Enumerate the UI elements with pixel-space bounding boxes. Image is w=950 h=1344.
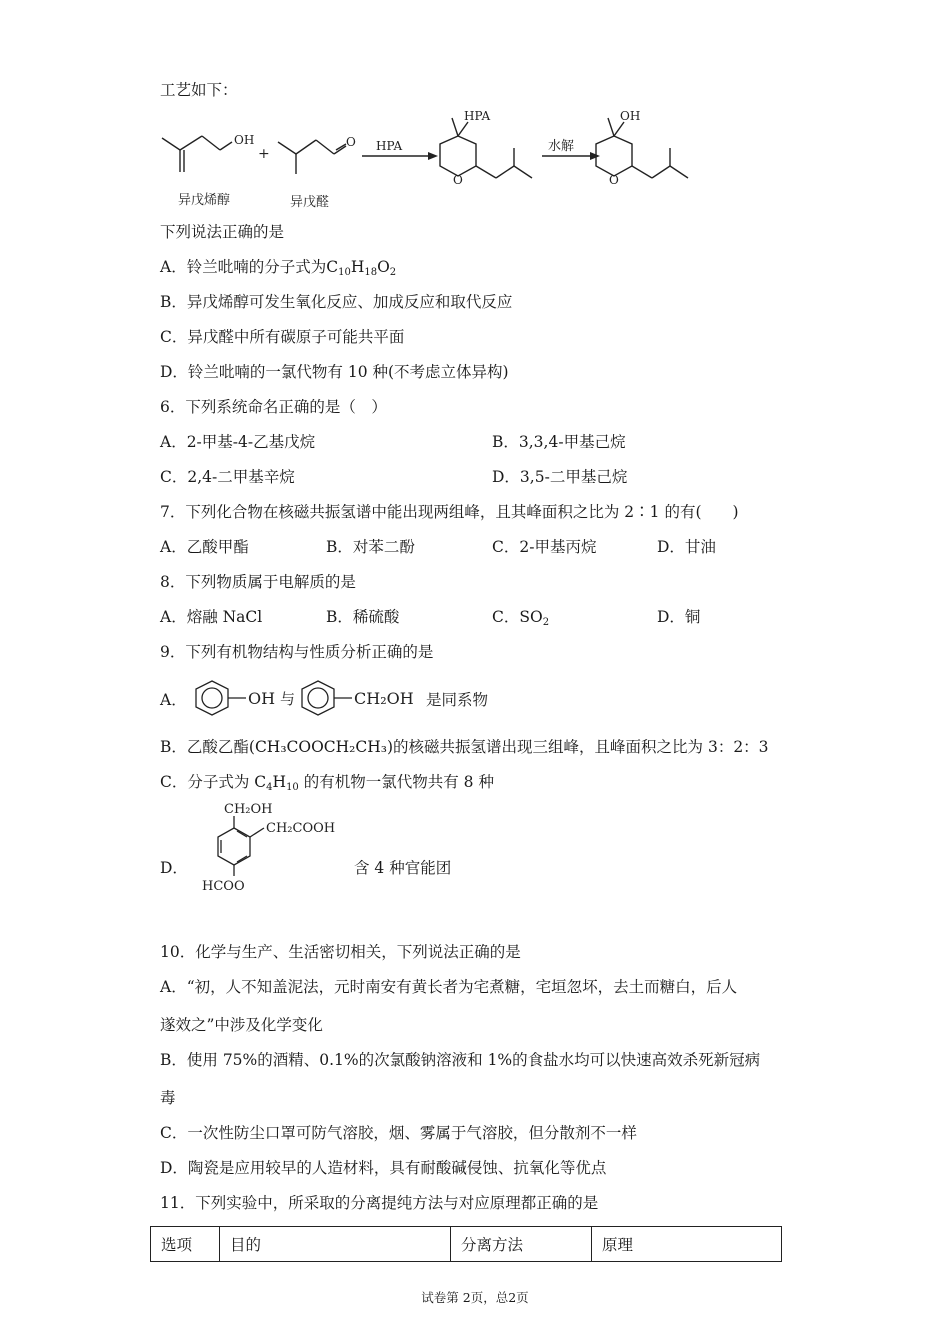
q10-option-a-line1: A．“初，人不知盖泥法，元时南安有黄长者为宅煮糖，宅垣忽坏，去土而糖白，后人 bbox=[160, 978, 738, 996]
q7-option-c: C．2-甲基丙烷 bbox=[492, 538, 597, 556]
pyran1-hpa-text: HPA bbox=[464, 109, 491, 123]
intro-text: 工艺如下： bbox=[160, 81, 238, 99]
q7-option-d: D．甘油 bbox=[657, 538, 716, 556]
q8-option-a: A．熔融 NaCl bbox=[160, 608, 263, 626]
phenol-oh-text: OH bbox=[248, 689, 276, 708]
d-hcoo-text: HCOO bbox=[202, 879, 245, 894]
d-ch2oh-text: CH₂OH bbox=[224, 802, 273, 817]
q8-option-c: C．$SO_2$ bbox=[492, 608, 550, 628]
q11-table bbox=[150, 1226, 782, 1262]
header-option: 选项 bbox=[151, 1227, 220, 1262]
q11-stem: 11．下列实验中，所采取的分离提纯方法与对应原理都正确的是 bbox=[160, 1194, 599, 1212]
q10-option-b-line2: 毒 bbox=[160, 1089, 176, 1107]
table-header-row bbox=[151, 1227, 782, 1262]
q5-option-a: A．铃兰吡喃的分子式为$C_{10}H_{18}O_2$ bbox=[160, 258, 397, 278]
q7-stem: 7．下列化合物在核磁共振氢谱中能出现两组峰，且其峰面积之比为 2∶1 的有( ) bbox=[160, 503, 739, 521]
header-purpose: 目的 bbox=[220, 1227, 451, 1262]
q6-option-a: A．2-甲基-4-乙基戊烷 bbox=[160, 433, 316, 451]
pyran2-oh-text: OH bbox=[620, 109, 641, 123]
q7-option-a: A．乙酸甲酯 bbox=[160, 538, 249, 556]
and-text: 与 bbox=[280, 690, 296, 708]
q9-option-a-label: A． bbox=[160, 691, 187, 709]
header-principle: 原理 bbox=[592, 1227, 782, 1262]
q9-option-b: B．乙酸乙酯(CH₃COOCH₂CH₃)的核磁共振氢谱出现三组峰，且峰面积之比为 3：2：3 bbox=[160, 738, 769, 756]
q10-stem: 10．化学与生产、生活密切相关，下列说法正确的是 bbox=[160, 943, 521, 961]
isoprenol-oh-text: OH bbox=[234, 133, 255, 147]
q6-option-c: C．2,4-二甲基辛烷 bbox=[160, 468, 295, 486]
q6-option-b: B．3,3,4-甲基己烷 bbox=[492, 433, 626, 451]
pyran1-o-text: O bbox=[453, 173, 463, 187]
q6-option-d: D．3,5-二甲基己烷 bbox=[492, 468, 628, 486]
benzyl-ch2oh-text: CH₂OH bbox=[354, 689, 414, 708]
q10-option-b-line1: B．使用 75%的酒精、0.1%的次氯酸钠溶液和 1%的食盐水均可以快速高效杀死新冠病 bbox=[160, 1051, 761, 1069]
page-footer: 试卷第 2页，总2页 bbox=[421, 1290, 529, 1305]
q5-stem: 下列说法正确的是 bbox=[160, 223, 285, 241]
header-method: 分离方法 bbox=[451, 1227, 592, 1262]
label-isovaleraldehyde: 异戊醛 bbox=[290, 195, 330, 210]
q10-option-a-line2: 遂效之”中涉及化学变化 bbox=[160, 1016, 323, 1034]
plus-sign: + bbox=[258, 146, 270, 162]
d-ch2cooh-text: CH₂COOH bbox=[266, 821, 336, 836]
q5-option-d: D．铃兰吡喃的一氯代物有 10 种(不考虑立体异构) bbox=[160, 363, 509, 381]
arrow2-label: 水解 bbox=[548, 139, 575, 154]
q5-option-c: C．异戊醛中所有碳原子可能共平面 bbox=[160, 328, 405, 346]
q9-option-d-structure bbox=[194, 800, 344, 900]
q6-stem: 6．下列系统命名正确的是（ ） bbox=[160, 398, 387, 416]
q9-option-c: C．分子式为 $C_4H_{10}$ 的有机物一氯代物共有 8 种 bbox=[160, 773, 494, 793]
homolog-tail-text: 是同系物 bbox=[426, 691, 489, 709]
reaction-scheme bbox=[150, 108, 710, 216]
arrow1-label: HPA bbox=[376, 139, 403, 153]
q5-option-b: B．异戊烯醇可发生氧化反应、加成反应和取代反应 bbox=[160, 293, 513, 311]
q8-option-d: D．铜 bbox=[657, 608, 701, 626]
q8-stem: 8．下列物质属于电解质的是 bbox=[160, 573, 356, 591]
q9-option-d-label: D． bbox=[160, 859, 188, 877]
q10-option-c: C．一次性防尘口罩可防气溶胶，烟、雾属于气溶胶，但分散剂不一样 bbox=[160, 1124, 637, 1142]
label-isoprenol: 异戊烯醇 bbox=[178, 193, 231, 208]
q7-option-b: B．对苯二酚 bbox=[326, 538, 415, 556]
q9-option-d-tail: 含 4 种官能团 bbox=[354, 859, 452, 877]
q9-stem: 9．下列有机物结构与性质分析正确的是 bbox=[160, 643, 434, 661]
aldehyde-o-text: O bbox=[346, 135, 356, 149]
q10-option-d: D．陶瓷是应用较早的人造材料，具有耐酸碱侵蚀、抗氧化等优点 bbox=[160, 1159, 607, 1177]
q9-option-a-structures bbox=[190, 676, 510, 722]
pyran2-o-text: O bbox=[609, 173, 619, 187]
q8-option-b: B．稀硫酸 bbox=[326, 608, 400, 626]
